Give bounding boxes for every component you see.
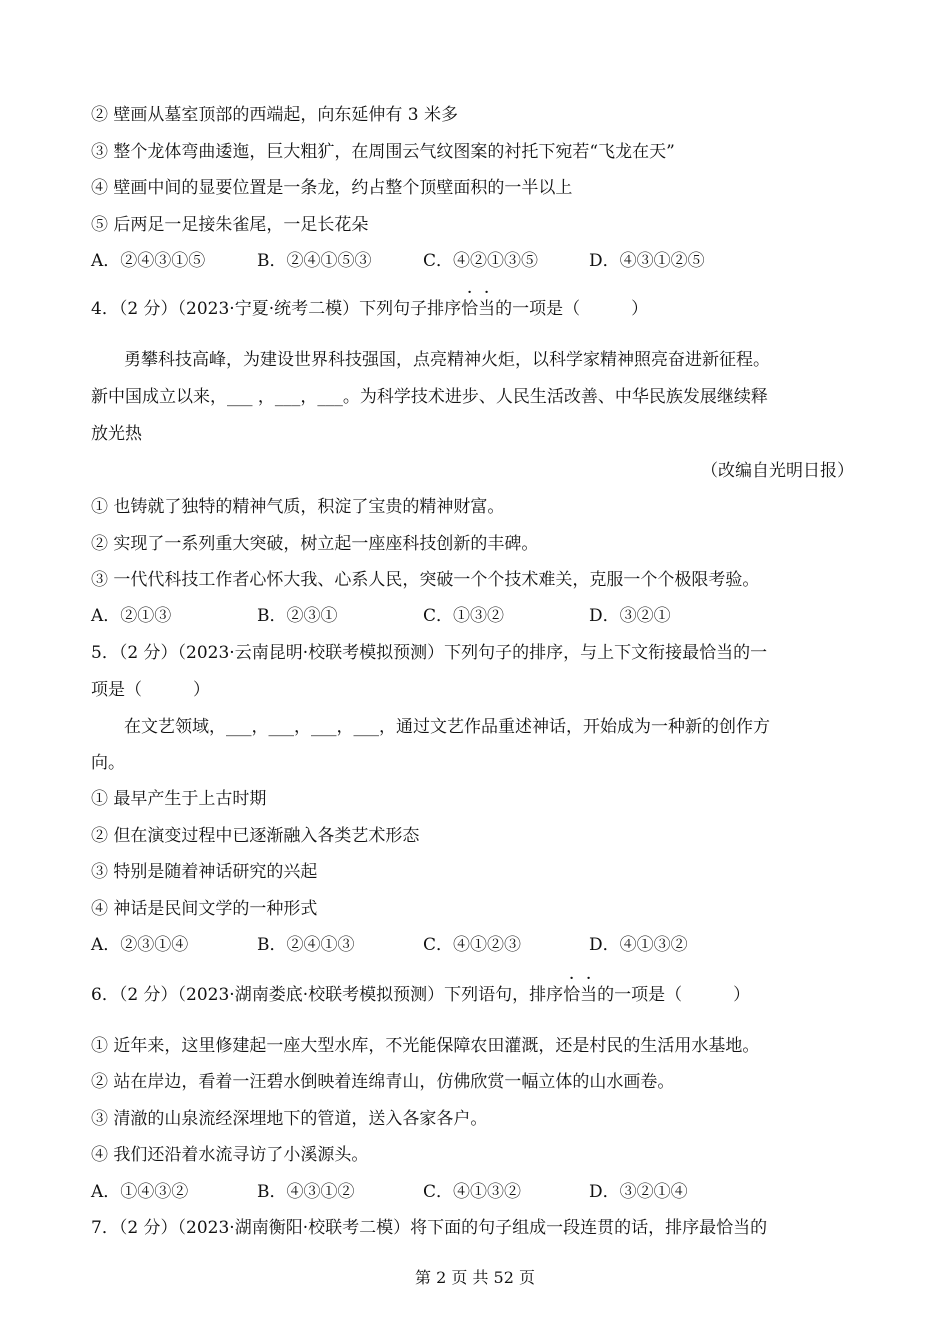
q6-sentence-3: ③ 清澈的山泉流经深埋地下的管道，送入各家各户。	[91, 1109, 488, 1129]
q7-heading: 7．（2 分）（2023·湖南衡阳·校联考二模）将下面的句子组成一段连贯的话，排序最恰当的	[91, 1218, 768, 1238]
q5-sentence-2: ② 但在演变过程中已逐渐融入各类艺术形态	[91, 826, 420, 846]
q4-source: （改编自光明日报）	[701, 461, 854, 481]
q4-passage-line-2: 新中国成立以来，___ ，___，___。为科学技术进步、人民生活改善、中华民族发展继续释	[91, 387, 768, 407]
q4-option-c: C．①③②	[423, 606, 505, 626]
q5-sentence-1: ① 最早产生于上古时期	[91, 789, 267, 809]
q4-option-a: A．②①③	[91, 606, 172, 626]
emphasis-char: 恰	[461, 299, 479, 319]
q3-option-b: B．②④①⑤③	[257, 251, 372, 271]
q3-option-d: D．④③①②⑤	[589, 251, 705, 271]
q4-options	[91, 605, 755, 627]
sentence-4: ④ 壁画中间的显要位置是一条龙，约占整个顶壁面积的一半以上	[91, 178, 573, 198]
q5-option-b: B．②④①③	[257, 935, 355, 955]
q5-option-a: A．②③①④	[91, 935, 189, 955]
emphasis-char: 当	[478, 299, 496, 319]
q5-heading-cont: 项是（ ）	[91, 680, 210, 700]
q6-option-b: B．④③①②	[257, 1182, 355, 1202]
page-number: 第 2 页 共 52 页	[415, 1268, 535, 1287]
q6-sentence-1: ① 近年来，这里修建起一座大型水库，不光能保障农田灌溉，还是村民的生活用水基地。	[91, 1036, 760, 1056]
q6-sentence-4: ④ 我们还沿着水流寻访了小溪源头。	[91, 1145, 369, 1165]
q5-option-c: C．④①②③	[423, 935, 522, 955]
q4-passage-line-1: 勇攀科技高峰，为建设世界科技强国，点亮精神火炬，以科学家精神照亮奋进新征程。	[124, 350, 770, 370]
q4-option-d: D．③②①	[589, 606, 671, 626]
emphasis-char: 当	[580, 985, 598, 1005]
q6-sentence-2: ② 站在岸边，看着一汪碧水倒映着连绵青山，仿佛欣赏一幅立体的山水画卷。	[91, 1072, 675, 1092]
q4-sentence-1: ① 也铸就了独特的精神气质，积淀了宝贵的精神财富。	[91, 497, 505, 517]
q5-sentence-4: ④ 神话是民间文学的一种形式	[91, 899, 318, 919]
q4-passage-line-3: 放光热	[91, 424, 142, 444]
q3-options	[91, 250, 755, 272]
q5-sentence-3: ③ 特别是随着神话研究的兴起	[91, 862, 318, 882]
q5-options	[91, 934, 755, 956]
q5-option-d: D．④①③②	[589, 935, 688, 955]
q3-option-a: A．②④③①⑤	[91, 251, 206, 271]
q6-options	[91, 1181, 755, 1203]
q4-sentence-2: ② 实现了一系列重大突破，树立起一座座科技创新的丰碑。	[91, 534, 539, 554]
q3-option-c: C．④②①③⑤	[423, 251, 539, 271]
q6-option-c: C．④①③②	[423, 1182, 522, 1202]
q6-option-a: A．①④③②	[91, 1182, 189, 1202]
q4-sentence-3: ③ 一代代科技工作者心怀大我、心系人民，突破一个个技术难关，克服一个个极限考验。	[91, 570, 760, 590]
q5-passage-line-1: 在文艺领域，___，___，___，___，通过文艺作品重述神话，开始成为一种新的创作方	[124, 717, 770, 737]
q6-heading: 6．（2 分）（2023·湖南娄底·校联考模拟预测）下列语句，排序恰当的一项是（ ）	[91, 985, 751, 1005]
emphasis-char: 恰	[563, 985, 581, 1005]
q4-heading: 4．（2 分）（2023·宁夏·统考二模）下列句子排序恰当的一项是（ ）	[91, 299, 649, 319]
q6-option-d: D．③②①④	[589, 1182, 688, 1202]
sentence-5: ⑤ 后两足一足接朱雀尾，一足长花朵	[91, 215, 369, 235]
q5-passage-line-2: 向。	[91, 753, 125, 773]
sentence-2: ② 壁画从墓室顶部的西端起，向东延伸有 3 米多	[91, 105, 459, 125]
q4-option-b: B．②③①	[257, 606, 338, 626]
sentence-3: ③ 整个龙体弯曲逶迤，巨大粗犷，在周围云气纹图案的衬托下宛若“飞龙在天”	[91, 142, 675, 162]
q5-heading: 5．（2 分）（2023·云南昆明·校联考模拟预测）下列句子的排序，与上下文衔接最恰当的一	[91, 643, 768, 663]
